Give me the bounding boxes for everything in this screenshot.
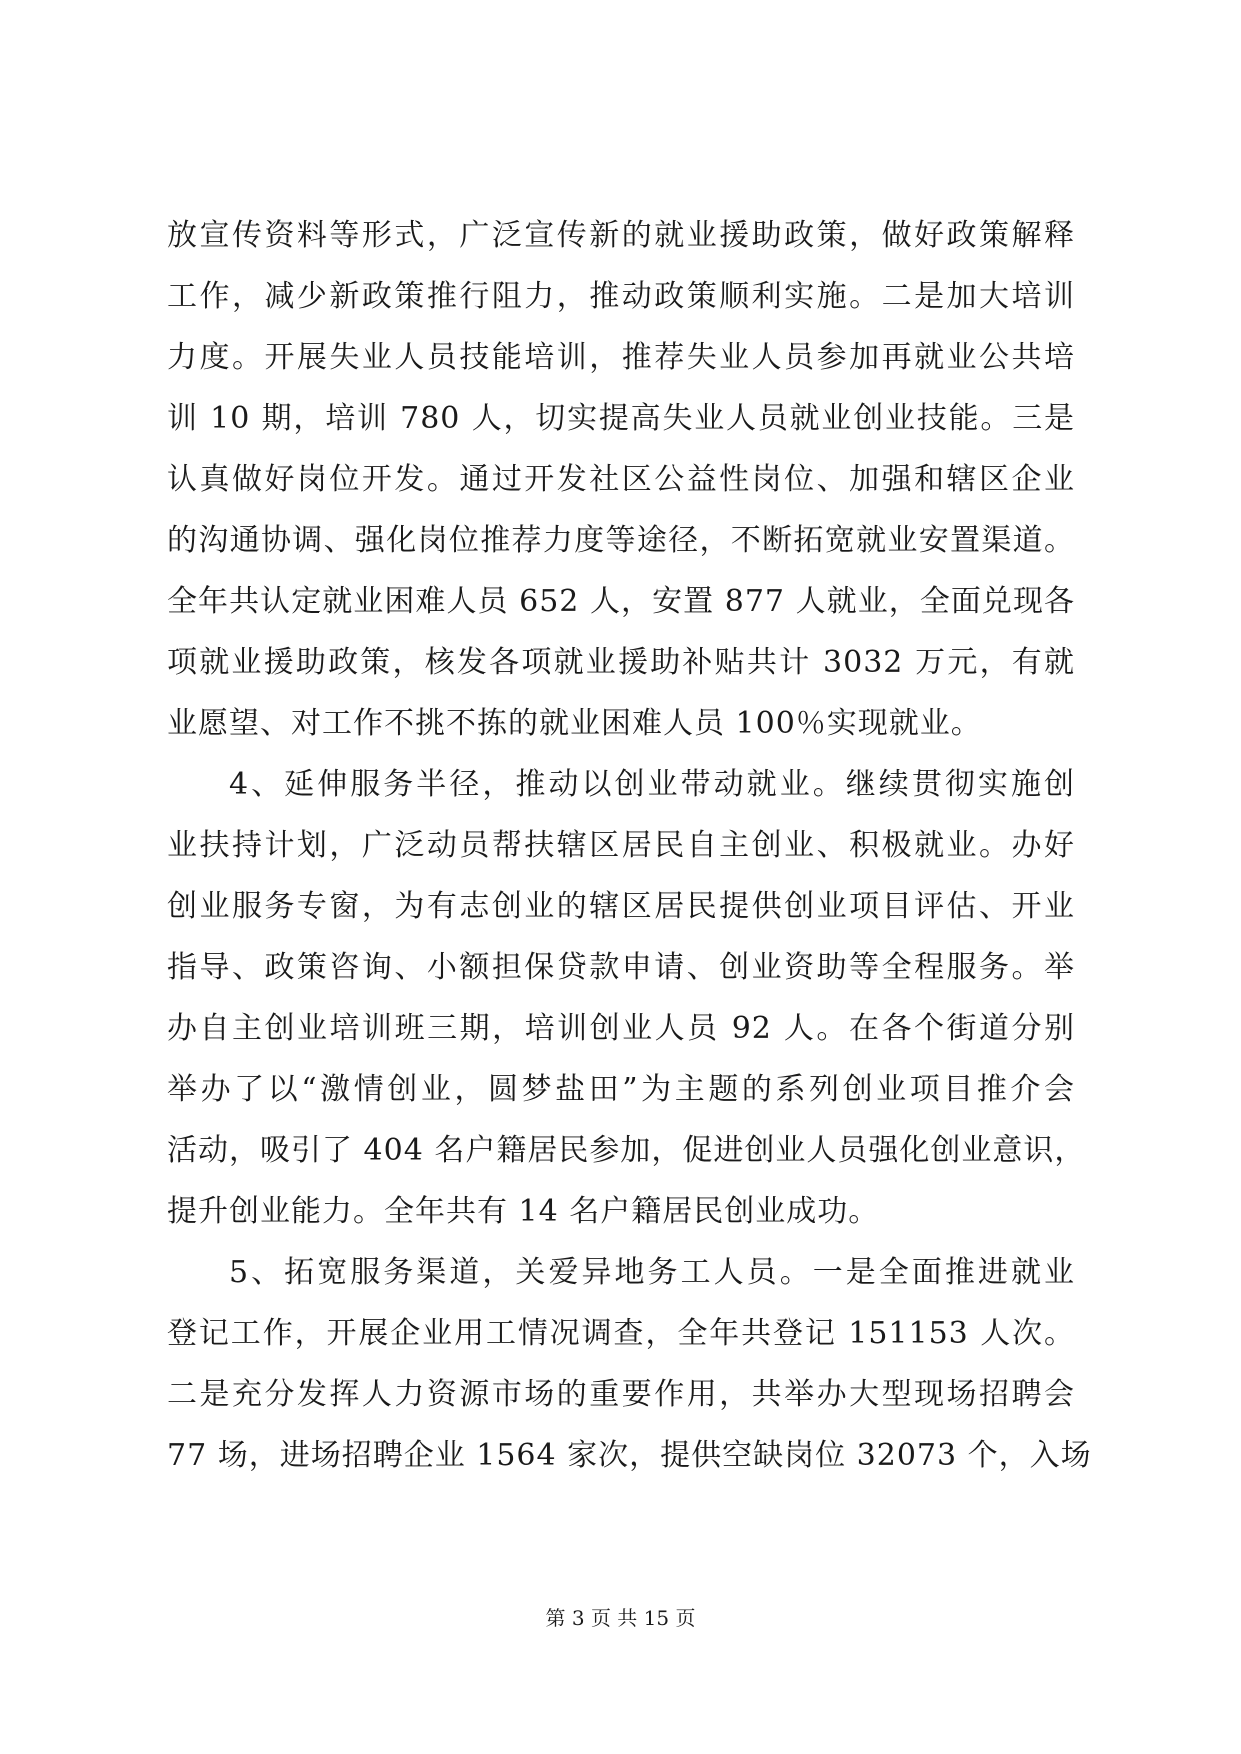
text-line: 5、拓宽服务渠道，关爱异地务工人员。一是全面推进就业: [229, 1255, 1075, 1290]
text-line: 活动，吸引了 404 名户籍居民参加，促进创业人员强化创业意识，: [167, 1133, 1086, 1168]
text-line: 认真做好岗位开发。通过开发社区公益性岗位、加强和辖区企业: [167, 462, 1075, 497]
text-line: 业扶持计划，广泛动员帮扶辖区居民自主创业、积极就业。办好: [167, 828, 1075, 863]
text-line: 4、延伸服务半径，推动以创业带动就业。继续贯彻实施创: [229, 767, 1075, 802]
text-line: 项就业援助政策，核发各项就业援助补贴共计 3032 万元，有就: [167, 645, 1075, 680]
text-line: 创业服务专窗，为有志创业的辖区居民提供创业项目评估、开业: [167, 889, 1075, 924]
text-line: 指导、政策咨询、小额担保贷款申请、创业资助等全程服务。举: [167, 950, 1075, 985]
text-line: 业愿望、对工作不挑不拣的就业困难人员 100％实现就业。: [167, 706, 982, 741]
text-line: 放宣传资料等形式，广泛宣传新的就业援助政策，做好政策解释: [167, 218, 1075, 253]
text-line: 77 场，进场招聘企业 1564 家次，提供空缺岗位 32073 个，入场: [167, 1438, 1092, 1473]
page-number: 第 3 页 共 15 页: [545, 1606, 696, 1630]
text-line: 办自主创业培训班三期，培训创业人员 92 人。在各个街道分别: [167, 1011, 1075, 1046]
text-line: 力度。开展失业人员技能培训，推荐失业人员参加再就业公共培: [167, 340, 1075, 375]
text-line: 二是充分发挥人力资源市场的重要作用，共举办大型现场招聘会: [167, 1377, 1075, 1412]
text-line: 工作，减少新政策推行阻力，推动政策顺利实施。二是加大培训: [167, 279, 1075, 314]
text-line: 的沟通协调、强化岗位推荐力度等途径，不断拓宽就业安置渠道。: [167, 523, 1075, 558]
text-line: 训 10 期，培训 780 人，切实提高失业人员就业创业技能。三是: [167, 401, 1075, 436]
text-line: 提升创业能力。全年共有 14 名户籍居民创业成功。: [167, 1194, 880, 1229]
text-line: 登记工作，开展企业用工情况调查，全年共登记 151153 人次。: [167, 1316, 1075, 1351]
text-line: 全年共认定就业困难人员 652 人，安置 877 人就业，全面兑现各: [167, 584, 1075, 619]
body-text: [167, 205, 1092, 1486]
text-line: 举办了以“激情创业，圆梦盐田”为主题的系列创业项目推介会: [167, 1072, 1075, 1107]
